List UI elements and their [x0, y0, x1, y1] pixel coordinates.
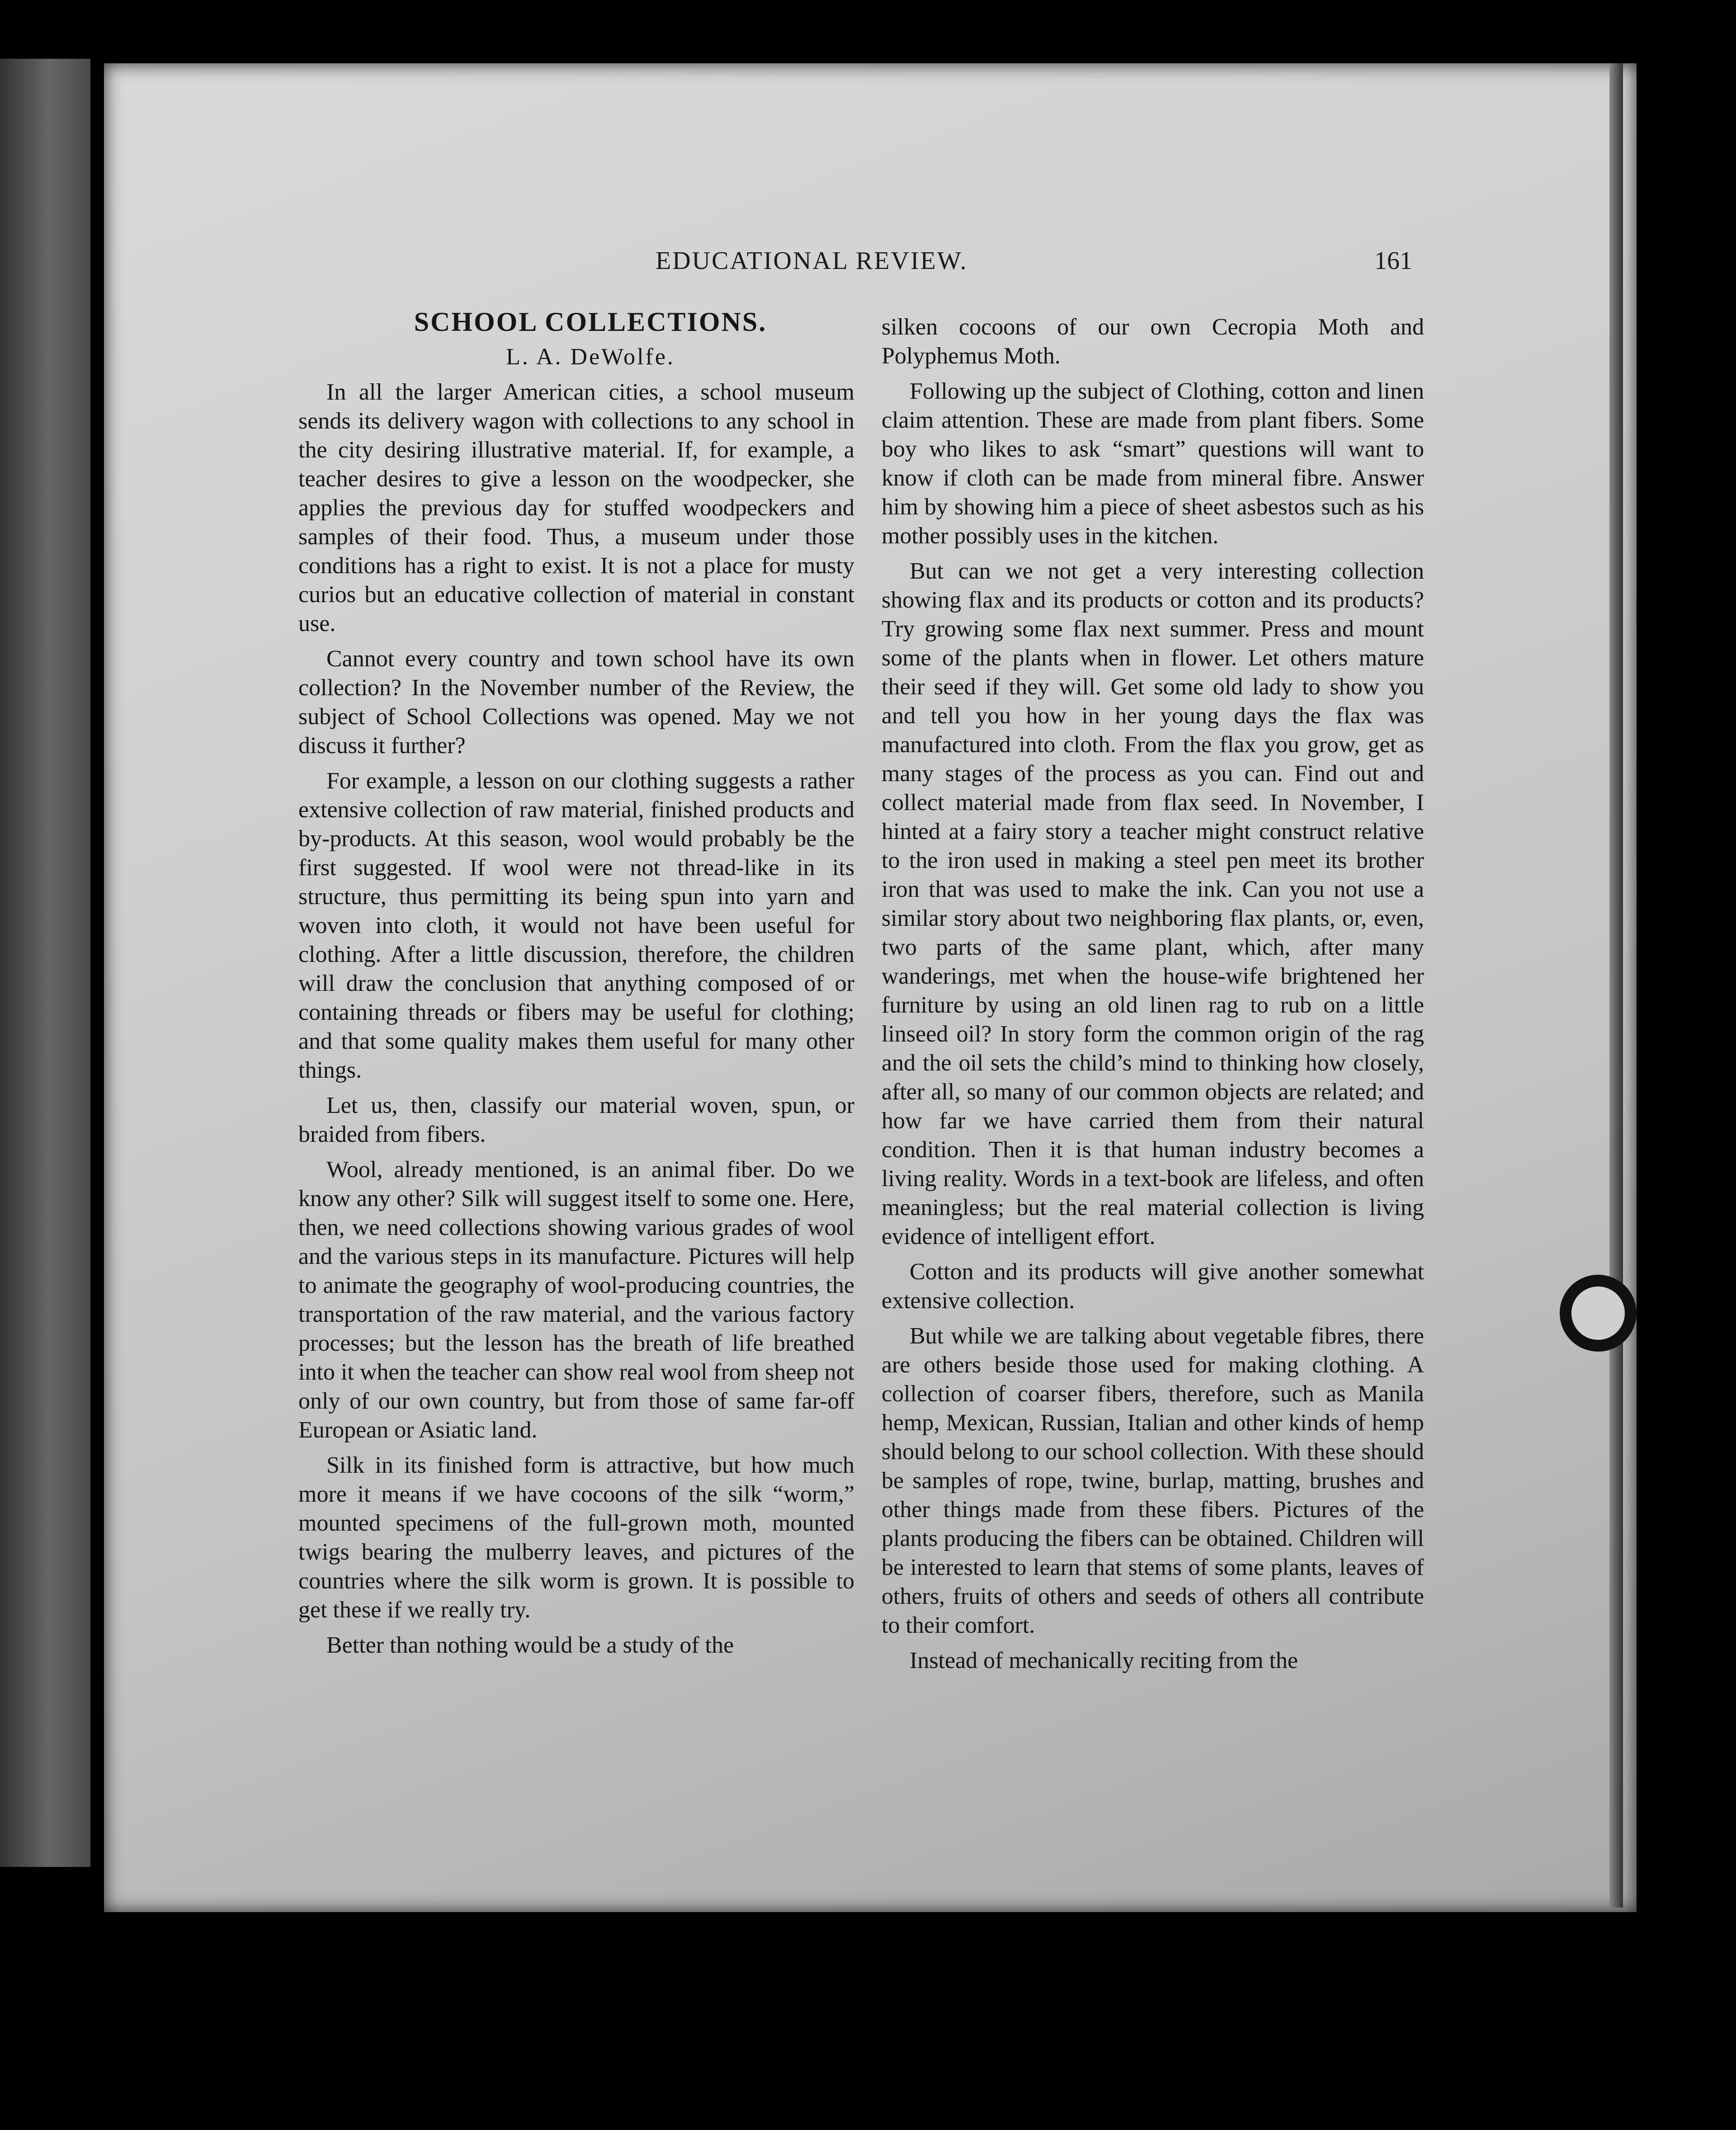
- left-column: [298, 307, 854, 1666]
- paragraph: For example, a lesson on our clothing suggests a rather extensive collection of raw material, finished products and by-products. At this season, wool would probably be the first suggested. If wool were not thread-like in its structure, thus permitting its being spun into yarn and woven into cloth, it would not have been useful for clothing. After a little discussion, therefore, the children will draw the conclusion that anything composed of or containing threads or fibers may be useful for clothing; and that some quality makes them useful for many other things.: [298, 768, 854, 1083]
- article-author: L. A. DeWolfe.: [506, 344, 675, 370]
- paragraph: Let us, then, classify our material woven, spun, or braided from fibers.: [298, 1093, 854, 1147]
- paragraph: Better than nothing would be a study of the: [326, 1632, 734, 1658]
- paragraph: Instead of mechanically reciting from the: [910, 1648, 1298, 1673]
- paragraph: Silk in its finished form is attractive, but how much more it means if we have cocoons of the silk “worm,” mounted specimens of the full-grown moth, mounted twigs bearing the mulberry leaves, and pictures of the countries where the silk worm is grown. It is possible to get these if we really try.: [298, 1452, 854, 1623]
- paragraph: silken cocoons of our own Cecropia Moth and Polyphemus Moth.: [882, 314, 1424, 369]
- binder-clip: [1560, 1275, 1637, 1352]
- right-column: [882, 313, 1424, 1682]
- article-title: SCHOOL COLLECTIONS.: [414, 307, 767, 337]
- page-number: 161: [1374, 247, 1412, 275]
- paragraph: Cannot every country and town school have its own collection? In the November number of the Review, the subject of School Collections was opened. May we not discuss it further?: [298, 646, 854, 759]
- adjacent-page-edge: [0, 59, 90, 1867]
- paragraph: In all the larger American cities, a school museum sends its delivery wagon with collections to any school in the city desiring illustrative material. If, for example, a teacher desires to give a lesson on the woodpecker, she applies the previous day for stuffed woodpeckers and samples of their food. Thus, a museum under those conditions has a right to exist. It is not a place for musty curios but an educative collection of material in constant use.: [298, 379, 854, 636]
- running-head: EDUCATIONAL REVIEW.: [656, 247, 968, 275]
- paragraph: But while we are talking about vegetable fibres, there are others beside those used for making clothing. A collection of coarser fibers, therefore, such as Manila hemp, Mexican, Russian, Italian and other kinds of hemp should belong to our school collection. With these should be samples of rope, twine, burlap, matting, brushes and other things made from these fibers. Pictures of the plants producing the fibers can be obtained. Children will be interested to learn that stems of some plants, leaves of others, fruits of others and seeds of others all contribute to their comfort.: [882, 1323, 1424, 1638]
- paragraph: Following up the subject of Clothing, cotton and linen claim attention. These are made from plant fibers. Some boy who likes to ask “smart” questions will want to know if cloth can be made from mineral fibre. Answer him by showing him a piece of sheet asbestos such as his mother possibly uses in the kitchen.: [882, 378, 1424, 549]
- paragraph: Wool, already mentioned, is an animal fiber. Do we know any other? Silk will suggest itself to some one. Here, then, we need collections showing various grades of wool and the various steps in its manufacture. Pictures will help to animate the geography of wool-producing countries, the transportation of the raw material, and the various factory processes; but the lesson has the breath of life breathed into it when the teacher can show real wool from sheep not only of our own country, but from those of same far-off European or Asiatic land.: [298, 1157, 854, 1443]
- paragraph: But can we not get a very interesting collection showing flax and its products or cotton and its products? Try growing some flax next summer. Press and mount some of the plants when in flower. Let others mature their seed if they will. Get some old lady to show you and tell you how in her young days the flax was manufactured into cloth. From the flax you grow, get as many stages of the process as you can. Find out and collect material made from flax seed. In November, I hinted at a fairy story a teacher might construct relative to the iron used in making a steel pen meet its brother iron that was used to make the ink. Can you not use a similar story about two neighboring flax plants, or, even, two parts of the same plant, which, after many wanderings, met when the house-wife brightened her furniture by using an old linen rag to rub on a little linseed oil? In story form the common origin of the rag and the oil sets the child’s mind to thinking how closely, after all, so many of our common objects are related; and how far we have carried them from their natural condition. Then it is that human industry becomes a living reality. Words in a text-book are lifeless, and often meaningless; but the real material collection is living evidence of intelligent effort.: [882, 558, 1424, 1249]
- paragraph: Cotton and its products will give another somewhat extensive collection.: [882, 1259, 1424, 1314]
- page-stack-edge: [1609, 63, 1623, 1908]
